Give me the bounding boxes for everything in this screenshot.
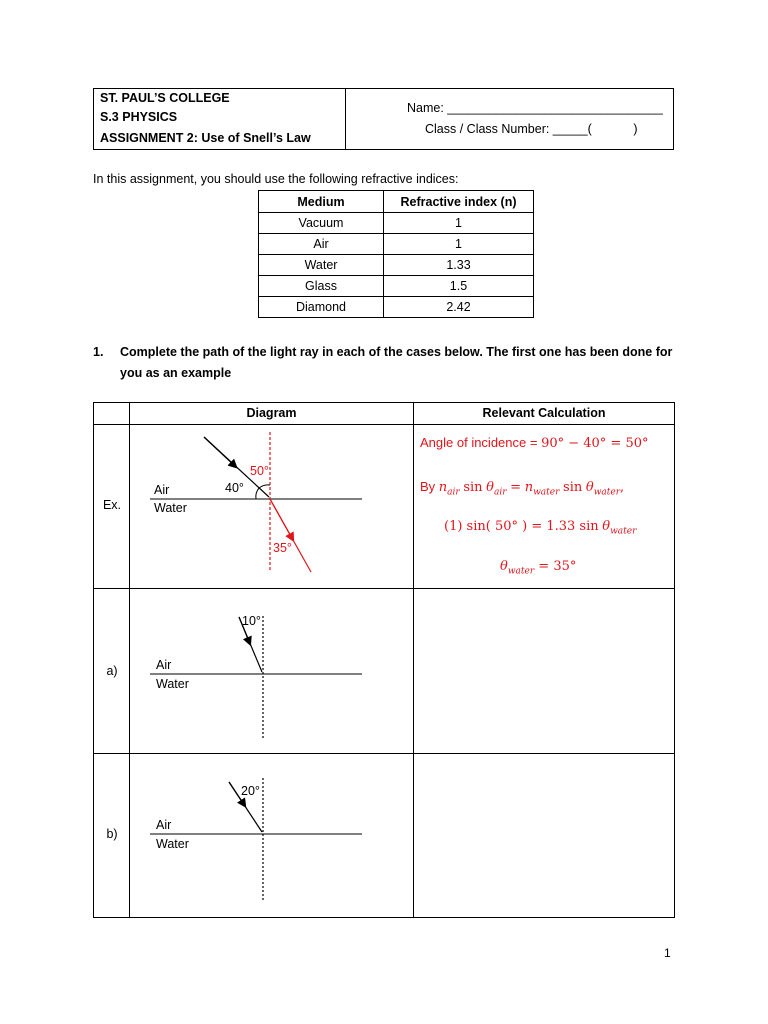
column-header-medium: Medium [259,191,384,213]
name-field: Name: _______________________________ [407,101,663,115]
intro-text: In this assignment, you should use the following refractive indices: [93,172,459,186]
calc-line-1-prefix: Angle of incidence = [420,435,542,450]
sub-water: water [507,566,535,577]
sub-water: water [593,487,621,498]
calc-line-1-math: 90° − 40° = 50° [541,436,649,451]
medium-cell: Vacuum [259,213,384,234]
index-cell: 1 [384,213,534,234]
index-cell: 1.5 [384,276,534,297]
sub-water: water [610,526,637,537]
calc-line-4-result: = 35° [534,559,577,574]
example-diagram [150,432,362,572]
calc-line-3: (1) sin( 50° ) = 1.33 $\sin \theta_{water}$ [444,519,637,537]
class-number-field: Class / Class Number: _____( ) [425,122,638,136]
class-title: S.3 PHYSICS [100,110,178,124]
angle-arc-40 [256,488,259,499]
medium-top-label: Air [154,483,170,497]
calc-line-2: By $n_{air}$ $\sin \theta_{air} = n_{water}$ $\sin \theta_{water}$, [420,479,625,498]
medium-top-label: Air [156,818,172,832]
angle-label-40: 40° [225,481,244,495]
calc-line-3-math: (1) sin( 50° ) = 1.33 sin [444,519,599,534]
angle-arc-50 [259,485,270,488]
medium-cell: Water [259,255,384,276]
index-cell: 1 [384,234,534,255]
column-header-index: Refractive index (n) [384,191,534,213]
angle-label-20: 20° [241,784,260,798]
assignment-title: ASSIGNMENT 2: Use of Snell’s Law [100,131,311,145]
incident-arrow [204,437,236,467]
question-text: Complete the path of the light ray in each of the cases below. The first one has been done for you as an example [120,345,673,380]
sub-water: water [533,487,560,498]
angle-label-35: 35° [273,541,292,555]
school-name: ST. PAUL’S COLLEGE [100,91,230,105]
row-label-a: a) [106,664,118,678]
sub-air: air [494,487,507,498]
medium-bottom-label: Water [156,677,189,691]
medium-cell: Air [259,234,384,255]
refracted-arrow [270,499,293,540]
medium-cell: Glass [259,276,384,297]
calc-line-4: $\theta_{water} = 35^\circ$ [500,559,577,577]
calc-line-2-prefix: By [420,479,439,494]
diagram-a [150,614,362,738]
row-label-b: b) [106,827,118,841]
medium-top-label: Air [156,658,172,672]
column-header-diagram: Diagram [246,406,297,420]
column-header-calculation: Relevant Calculation [482,406,606,420]
row-label-example: Ex. [102,498,122,512]
angle-label-10: 10° [242,614,261,628]
medium-bottom-label: Water [154,501,187,515]
diagram-b [150,778,362,900]
sub-air: air [447,487,460,498]
index-cell: 1.33 [384,255,534,276]
question-number: 1. [93,345,104,359]
index-cell: 2.42 [384,297,534,318]
medium-bottom-label: Water [156,837,189,851]
angle-label-50: 50° [250,464,269,478]
medium-cell: Diamond [259,297,384,318]
page-number: 1 [664,946,671,960]
